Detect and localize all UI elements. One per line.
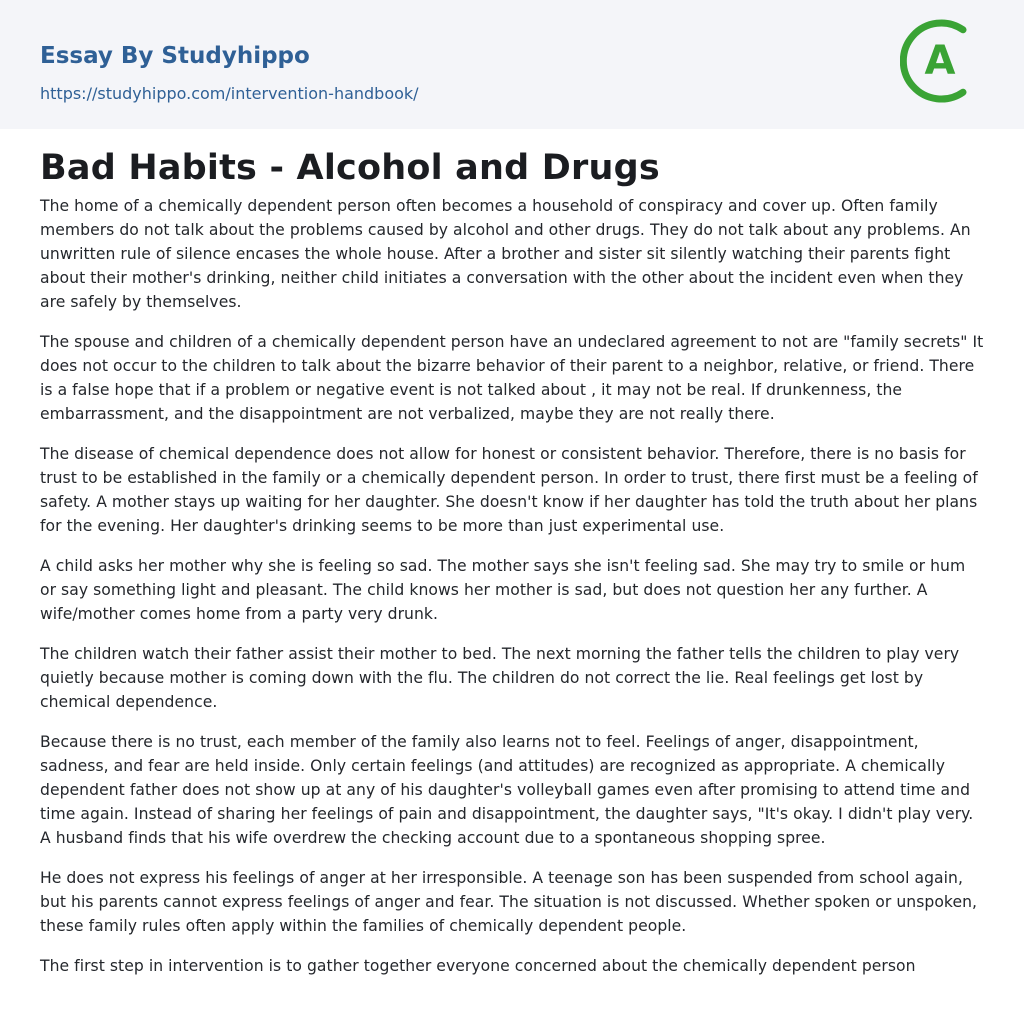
article-paragraph: The disease of chemical dependence does not allow for honest or consistent behavior. Therefore, there is no basis for trust to be established in the family or a chemically dependent person. In order to trust, there first must be a feeling of safety. A mother stays up waiting for her daughter. She doesn't know if her daughter has told the truth about her plans for the evening. Her daughter's drinking seems to be more than just experimental use. xyxy=(40,445,978,535)
article-body xyxy=(40,194,984,994)
article-paragraph: He does not express his feelings of anger at her irresponsible. A teenage son has been suspended from school again, but his parents cannot express feelings of anger and fear. The situation is not discussed. Whether spoken or unspoken, these family rules often apply within the families of chemically dependent people. xyxy=(40,869,978,935)
article-paragraph: A child asks her mother why she is feeling so sad. The mother says she isn't feeling sad. She may try to smile or hum or say something light and pleasant. The child knows her mother is sad, but does not question her any further. A wife/mother comes home from a party very drunk. xyxy=(40,557,966,623)
article-paragraph: Because there is no trust, each member of the family also learns not to feel. Feelings of anger, disappointment, sadness, and fear are held inside. Only certain feelings (and attitudes) are recognized as appropriate. A chemically dependent father does not show up at any of his daughter's volleyball games even after promising to attend time and time again. Instead of sharing her feelings of pain and disappointment, the daughter says, "It's okay. I didn't play very. A husband finds that his wife overdrew the checking account due to a spontaneous shopping spree. xyxy=(40,733,974,847)
article-paragraph: The spouse and children of a chemically dependent person have an undeclared agreement to not are "family secrets" It does not occur to the children to talk about the bizarre behavior of their parent to a neighbor, relative, or friend. There is a false hope that if a problem or negative event is not talked about , it may not be real. If drunkenness, the embarrassment, and the disappointment are not verbalized, maybe they are not really there. xyxy=(40,333,984,423)
article-paragraph: The children watch their father assist their mother to bed. The next morning the father tells the children to play very quietly because mother is coming down with the flu. The children do not correct the lie. Real feelings get lost by chemical dependence. xyxy=(40,645,960,711)
logo-letter: A xyxy=(924,38,956,84)
source-url-link[interactable]: https://studyhippo.com/intervention-handbook/ xyxy=(40,84,419,103)
article-title: Bad Habits - Alcohol and Drugs xyxy=(40,148,660,188)
article-paragraph: The home of a chemically dependent person often becomes a household of conspiracy and cover up. Often family members do not talk about the problems caused by alcohol and other drugs. They do not talk about any problems. An unwritten rule of silence encases the whole house. After a brother and sister sit silently watching their parents fight about their mother's drinking, neither child initiates a conversation with the other about the incident even when they are safely by themselves. xyxy=(40,197,971,311)
article-paragraph: The first step in intervention is to gather together everyone concerned about the chemically dependent person xyxy=(40,957,916,975)
brand-name[interactable]: Essay By Studyhippo xyxy=(40,43,310,69)
studyhippo-logo-icon[interactable] xyxy=(900,16,990,106)
